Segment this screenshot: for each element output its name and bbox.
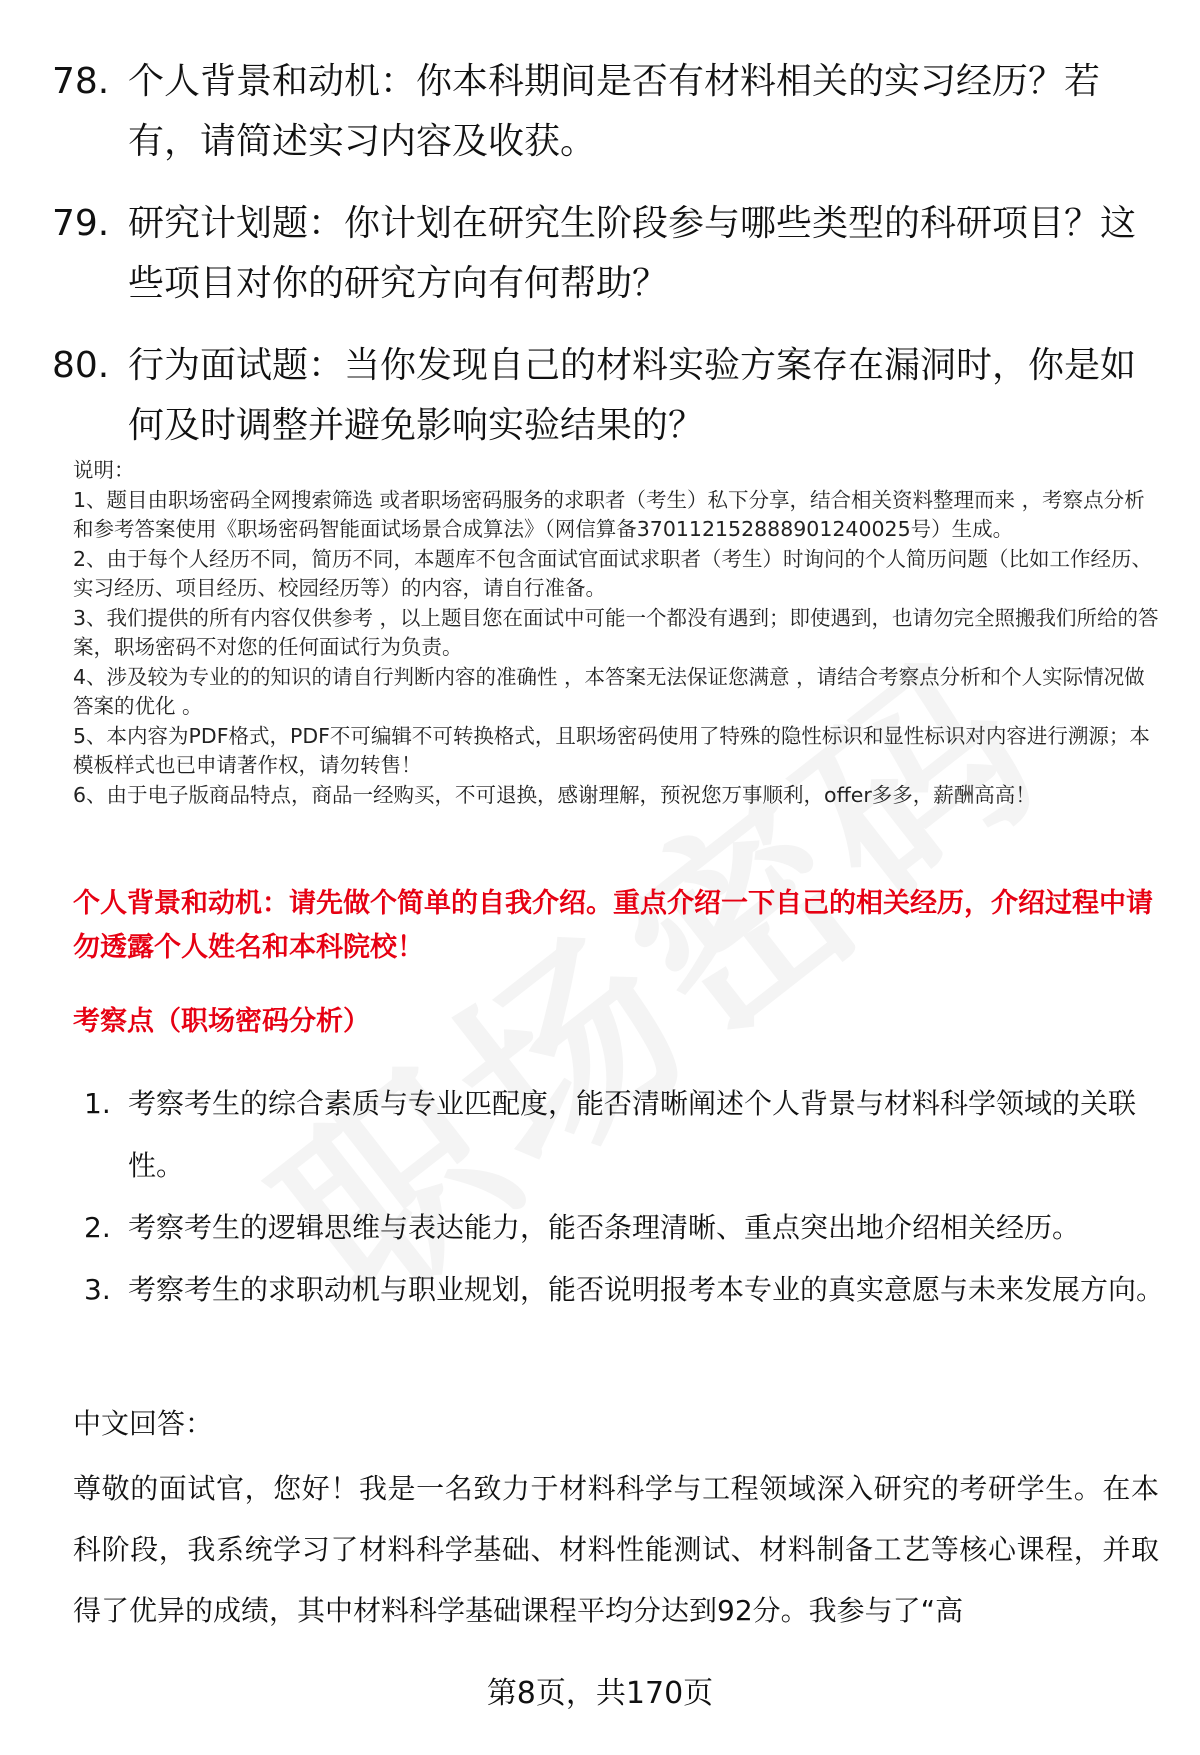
answer-text: 尊敬的面试官，您好！我是一名致力于材料科学与工程领域深入研究的考研学生。在本科阶段，我系统学习了材料科学基础、材料性能测试、材料制备工艺等核心课程，并取得了优异的成绩，其中材料科学基础课程平均分达到92分。我参与了“高 — [73, 1472, 1159, 1627]
point-text: 考察考生的综合素质与专业匹配度，能否清晰阐述个人背景与材料科学领域的关联性。 — [128, 1087, 1137, 1182]
notes-title: 说明： — [73, 458, 135, 482]
note-item: 3、我们提供的所有内容仅供参考 ，以上题目您在面试中可能一个都没有遇到；即使遇到，也请勿完全照搬我们所给的答案，职场密码不对您的任何面试行为负责。 — [73, 605, 1159, 659]
question-item — [52, 194, 1162, 314]
analysis-heading: 考察点（职场密码分析） — [73, 1006, 370, 1037]
point-number: 3. — [84, 1273, 111, 1306]
point-number: 1. — [84, 1087, 111, 1120]
analysis-point — [84, 1197, 1164, 1259]
point-text: 考察考生的逻辑思维与表达能力，能否条理清晰、重点突出地介绍相关经历。 — [128, 1211, 1081, 1244]
note-item: 2、由于每个人经历不同，简历不同，本题库不包含面试官面试求职者（考生）时询问的个人简历问题（比如工作经历、实习经历、项目经历、校园经历等）的内容，请自行准备。 — [73, 546, 1153, 600]
analysis-point — [84, 1073, 1164, 1197]
notes-section — [73, 456, 1163, 810]
page-footer: 第8页，共170页 — [486, 1676, 714, 1711]
analysis-point — [84, 1259, 1164, 1321]
note-item: 5、本内容为PDF格式，PDF不可编辑不可转换格式，且职场密码使用了特殊的隐性标识和显性标识对内容进行溯源；本模板样式也已申请著作权，请勿转售！ — [73, 723, 1150, 777]
question-text: 研究计划题：你计划在研究生阶段参与哪些类型的科研项目？这些项目对你的研究方向有何帮助？ — [128, 203, 1137, 304]
note-item: 1、题目由职场密码全网搜索筛选 或者职场密码服务的求职者（考生）私下分享，结合相关资料整理而来 ，考察点分析和参考答案使用《职场密码智能面试场景合成算法》（网信算备370112152888901240025号）生成。 — [73, 487, 1145, 541]
note-item: 4、涉及较为专业的的知识的请自行判断内容的准确性 ，本答案无法保证您满意 ，请结合考察点分析和个人实际情况做答案的优化 。 — [73, 664, 1145, 718]
point-text: 考察考生的求职动机与职业规划，能否说明报考本专业的真实意愿与未来发展方向。 — [128, 1273, 1165, 1306]
question-list — [52, 52, 1162, 478]
analysis-points — [84, 1073, 1164, 1321]
question-text: 行为面试题：当你发现自己的材料实验方案存在漏洞时，你是如何及时调整并避免影响实验结果的？ — [128, 345, 1137, 446]
question-number: 78. — [52, 61, 110, 102]
question-text: 个人背景和动机：你本科期间是否有材料相关的实习经历？若有，请简述实习内容及收获。 — [128, 61, 1101, 162]
point-number: 2. — [84, 1211, 111, 1244]
question-item — [52, 336, 1162, 456]
question-number: 79. — [52, 203, 110, 244]
question-prompt: 个人背景和动机：请先做个简单的自我介绍。重点介绍一下自己的相关经历，介绍过程中请勿透露个人姓名和本科院校！ — [73, 888, 1153, 963]
answer-label: 中文回答： — [73, 1407, 214, 1440]
note-item: 6、由于电子版商品特点，商品一经购买，不可退换，感谢理解，预祝您万事顺利，offer多多，薪酬高高！ — [73, 782, 1036, 807]
question-item — [52, 52, 1162, 172]
question-number: 80. — [52, 345, 110, 386]
